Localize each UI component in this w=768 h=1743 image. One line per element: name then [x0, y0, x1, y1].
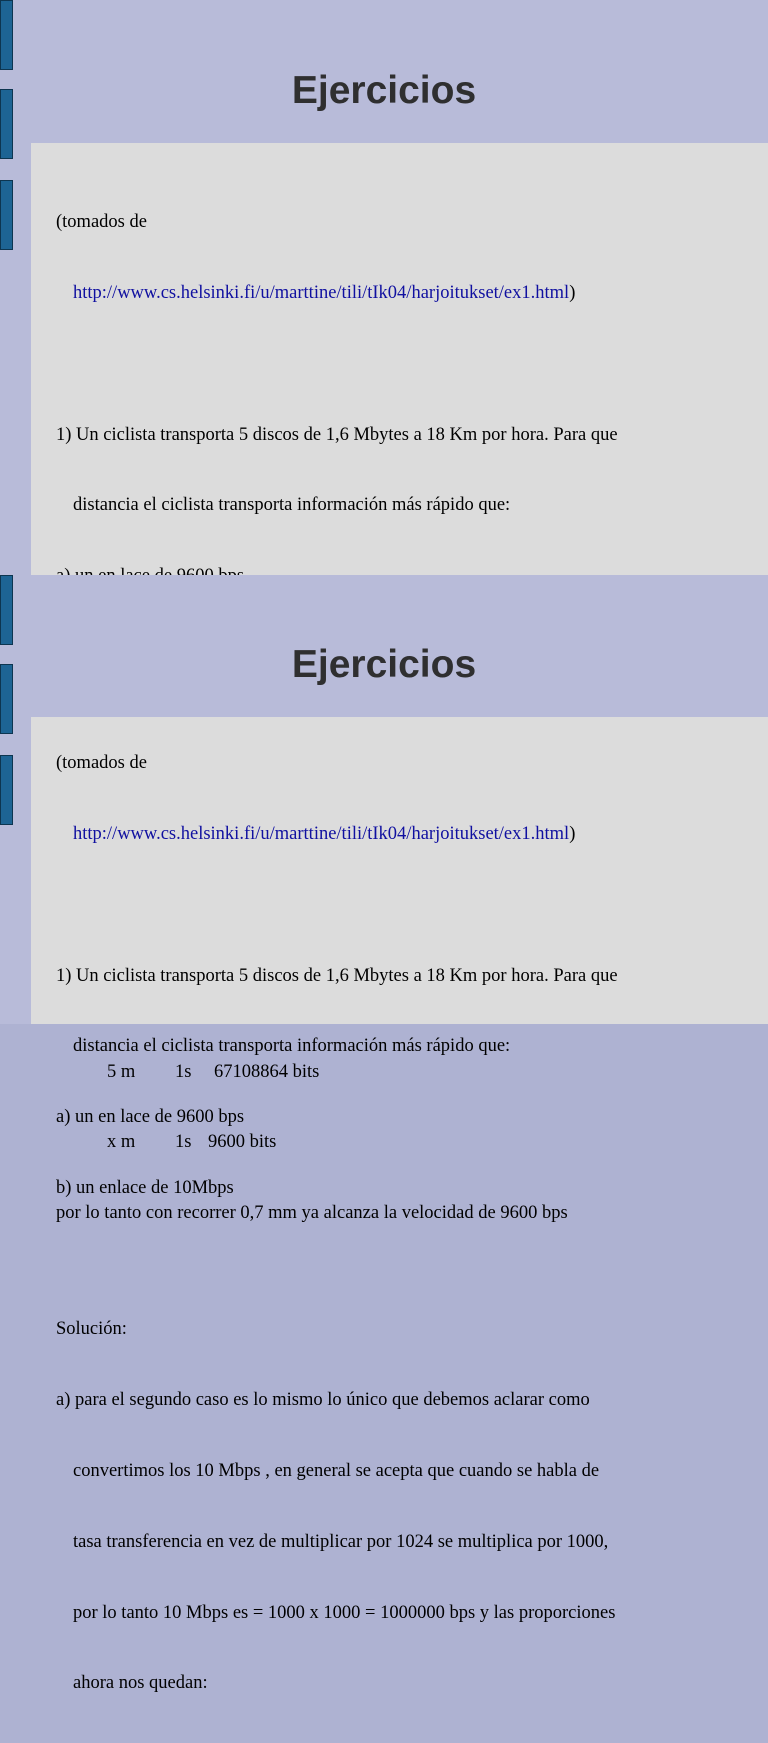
solution-line: a) para el segundo caso es lo mismo lo único que debemos aclarar como	[56, 1390, 590, 1411]
proportion-bits: 9600 bits	[208, 1132, 277, 1153]
question-line: distancia el ciclista transporta información más rápido que:	[73, 1036, 511, 1057]
solution-label: Solución:	[56, 1319, 127, 1340]
proportion-distance: x m	[107, 1132, 136, 1153]
blank-line	[56, 353, 756, 377]
blank-line	[56, 1248, 756, 1272]
question-line: 1) Un ciclista transporta 5 discos de 1,6 Mbytes a 18 Km por hora. Para que	[56, 965, 618, 986]
slide-body	[56, 705, 756, 1743]
conclusion-line: por lo tanto con recorrer 0,7 mm ya alcanza la velocidad de 9600 bps	[56, 1203, 568, 1224]
source-link[interactable]: http://www.cs.helsinki.fi/u/marttine/tili/tIk04/harjoitukset/ex1.html	[73, 282, 570, 303]
question-line: 1) Un ciclista transporta 5 discos de 1,6 Mbytes a 18 Km por hora. Para que	[56, 424, 618, 445]
question-line: distancia el ciclista transporta información más rápido que:	[73, 495, 511, 516]
source-line	[56, 282, 756, 306]
source-link[interactable]: http://www.cs.helsinki.fi/u/marttine/tili/tIk04/harjoitukset/ex1.html	[73, 823, 570, 844]
option-a: a) un en lace de 9600 bps	[56, 1107, 245, 1128]
source-prefix: (tomados de	[56, 212, 147, 233]
proportion-time: 1s	[175, 1061, 192, 1082]
proportion-bits: 67108864 bits	[214, 1061, 320, 1082]
accent-bar	[0, 180, 13, 250]
solution-line: convertimos los 10 Mbps , en general se acepta que cuando se habla de	[73, 1461, 600, 1481]
proportion-distance: 5 m	[107, 1061, 136, 1082]
source-line	[56, 823, 756, 847]
slide-title: Ejercicios	[291, 643, 477, 686]
accent-bar	[0, 0, 13, 70]
solution-line: tasa transferencia en vez de multiplicar por 1024 se multiplica por 1000,	[73, 1531, 609, 1552]
option-b: b) un enlace de 10Mbps	[56, 1177, 234, 1198]
slide-title: Ejercicios	[291, 69, 477, 112]
source-suffix: )	[569, 282, 576, 303]
proportion-time: 1s	[175, 1132, 192, 1153]
source-prefix: (tomados de	[56, 753, 147, 774]
solution-line: por lo tanto 10 Mbps es = 1000 x 1000 = 1000000 bps y las proporciones	[73, 1602, 616, 1623]
blank-line	[56, 894, 756, 918]
solution-line: ahora nos quedan:	[73, 1673, 208, 1694]
accent-bar	[0, 575, 13, 645]
accent-bar	[0, 755, 13, 825]
source-suffix: )	[569, 823, 576, 844]
